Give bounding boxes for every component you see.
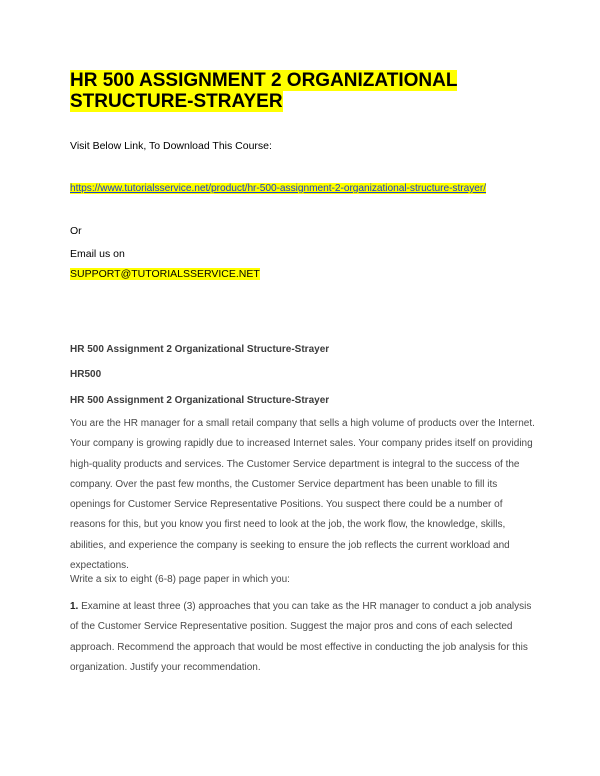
- section-heading-3: HR 500 Assignment 2 Organizational Structure-Strayer: [70, 395, 330, 406]
- section-heading-2: HR500: [70, 369, 102, 380]
- or-text: Or: [70, 225, 82, 237]
- email-label: Email us on: [70, 248, 125, 260]
- section-heading-1: HR 500 Assignment 2 Organizational Structure-Strayer: [70, 344, 330, 355]
- email-address[interactable]: SUPPORT@TUTORIALSSERVICE.NET: [70, 268, 260, 280]
- document-title: [70, 70, 530, 112]
- intro-paragraph: You are the HR manager for a small retail company that sells a high volume of products over the Internet. Your company is growing rapidly due to increased Internet sales. Your company prides itself on providing high-quality products and services. The Customer Service department is integral to the success of the company. Over the past few months, the Customer Service department has been unable to fill its openings for Customer Service Representative Positions. You suspect there could be a number of reasons for this, but you know you first need to look at the job, the work flow, the knowledge, skills, abilities, and experience the company is seeking to ensure the job reflects the current workload and expectations.: [70, 418, 535, 572]
- visit-instruction: Visit Below Link, To Download This Course:: [70, 140, 272, 152]
- list-item-1-text: Examine at least three (3) approaches that you can take as the HR manager to conduct a job analysis of the Customer Service Representative position. Suggest the major pros and cons of each selected approach. Recommend the approach that would be most effective in conducting the job analysis for this organization. Justify your recommendation.: [70, 601, 532, 673]
- list-item-1-number: 1.: [70, 601, 79, 612]
- email-line: [70, 267, 260, 281]
- list-item-1: [70, 597, 535, 678]
- instruction-line: Write a six to eight (6-8) page paper in which you:: [70, 574, 290, 585]
- course-link[interactable]: https://www.tutorialsservice.net/product/hr-500-assignment-2-organizational-structure-strayer/: [70, 183, 486, 194]
- document-title-text: HR 500 ASSIGNMENT 2 ORGANIZATIONAL STRUCTURE-STRAYER: [70, 70, 458, 112]
- course-link-line: [70, 181, 486, 196]
